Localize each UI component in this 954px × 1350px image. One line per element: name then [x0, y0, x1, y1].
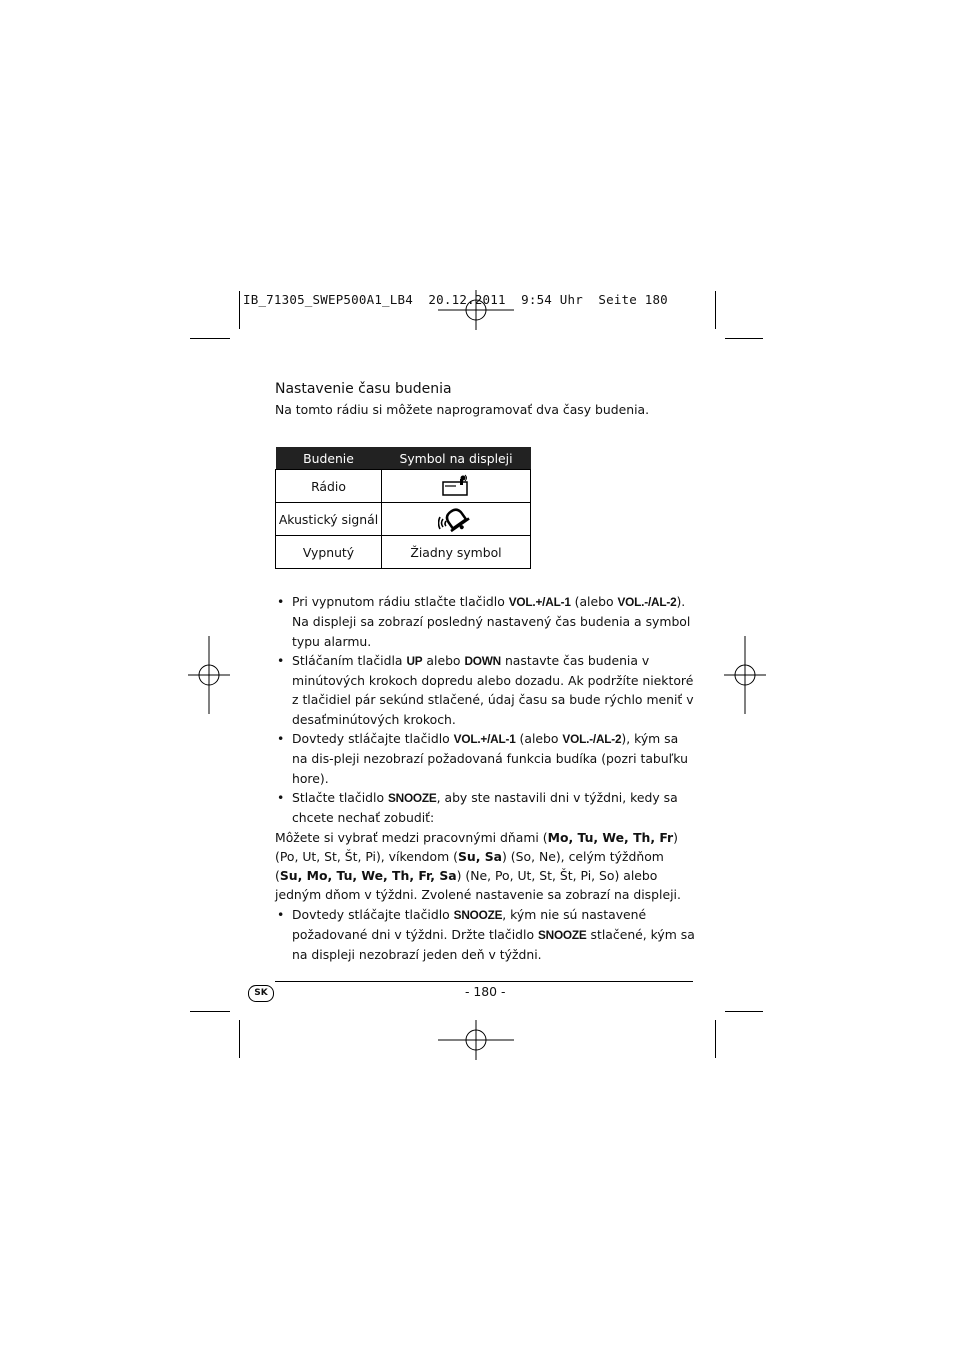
text: (alebo	[570, 594, 618, 609]
section-heading: Nastavenie času budenia	[275, 381, 452, 397]
paragraph	[275, 828, 695, 905]
crop-mark	[715, 291, 716, 329]
list-item	[275, 788, 695, 828]
footer-rule	[275, 981, 693, 982]
text: alebo	[422, 652, 465, 668]
day-abbrev: Su, Sa	[457, 848, 503, 864]
table-cell	[382, 470, 531, 503]
column-header: Budenie	[276, 447, 382, 470]
list-item	[275, 729, 695, 788]
crop-mark	[725, 338, 763, 339]
button-name: VOL.-/AL-2	[617, 595, 677, 609]
crop-mark	[715, 1020, 716, 1058]
text: (alebo	[515, 731, 563, 747]
registration-mark-bottom	[436, 1020, 516, 1060]
table-row	[276, 503, 531, 536]
crop-mark	[239, 291, 240, 329]
text: , aby ste nastavili dni v týždni, kedy sa chcete nechať zobudiť:	[292, 789, 678, 826]
button-name: UP	[406, 653, 423, 668]
crop-mark	[725, 1011, 763, 1012]
bullet: •	[277, 652, 285, 668]
registration-mark-right	[724, 636, 766, 714]
bullet: •	[277, 594, 285, 609]
button-name: VOL.+/AL-1	[453, 732, 516, 747]
text: Môžete si vybrať medzi pracovnými dňami (	[275, 829, 548, 845]
table-cell: Rádio	[276, 470, 382, 503]
column-header: Symbol na displeji	[382, 447, 531, 470]
bell-symbol-icon	[438, 505, 474, 533]
alarm-symbol-table	[275, 447, 531, 569]
day-abbrev: Su, Mo, Tu, We, Th, Fr, Sa	[279, 868, 457, 884]
text: Dovtedy stláčajte tlačidlo	[292, 731, 454, 747]
text: nastavte čas budenia v minútových krokoch dopredu alebo dozadu. Ak podržíte niektoré z tlačidiel pár sekúnd stlačené, údaj času sa bude rýchlo meniť v desaťminútových krokoch.	[292, 652, 694, 727]
text: Stlačte tlačidlo	[292, 789, 388, 805]
table-row	[276, 470, 531, 503]
bullet: •	[277, 731, 285, 747]
page-number: - 180 -	[465, 984, 506, 999]
button-name: SNOOZE	[387, 790, 437, 805]
button-name: VOL.-/AL-2	[562, 732, 622, 747]
table-cell	[382, 503, 531, 536]
text: ) (Po, Ut, St, Št, Pi), víkendom (	[275, 829, 678, 864]
text: , kým nie sú nastavené požadované dni v týždni. Držte tlačidlo	[292, 906, 647, 943]
text: Dovtedy stláčajte tlačidlo	[292, 906, 454, 922]
text: ) (Ne, Po, Ut, St, Št, Pi, So) alebo jedným dňom v týždni. Zvolené nastavenie sa zobrazí na displeji.	[275, 868, 681, 903]
text: ) (So, Ne), celým týždňom (	[275, 848, 664, 884]
language-badge: SK	[248, 985, 274, 1002]
crop-mark	[190, 1011, 230, 1012]
crop-mark	[190, 338, 230, 339]
registration-mark-left	[188, 636, 230, 714]
day-abbrev: Mo, Tu, We, Th, Fr	[547, 829, 674, 845]
button-name: VOL.+/AL-1	[508, 595, 571, 609]
text: stlačené, kým sa na displeji nezobrazí jeden deň v týždni.	[292, 927, 695, 963]
table-cell: Akustický signál	[276, 503, 382, 536]
list-item	[275, 905, 695, 965]
intro-text: Na tomto rádiu si môžete naprogramovať dva časy budenia.	[275, 402, 650, 417]
radio-symbol-icon	[441, 474, 471, 498]
button-name: DOWN	[464, 653, 502, 668]
crop-mark	[239, 1020, 240, 1058]
text: ), kým sa na dis-pleji nezobrazí požadovaná funkcia budíka (pozri tabuľku hore).	[292, 731, 688, 786]
table-cell: Vypnutý	[276, 536, 382, 569]
text: ). Na displeji sa zobrazí posledný nastavený čas budenia a symbol typu alarmu.	[292, 594, 691, 649]
bullet-list	[275, 592, 695, 828]
bullet: •	[277, 906, 285, 922]
table-cell: Žiadny symbol	[382, 536, 531, 569]
bullet: •	[277, 789, 285, 805]
button-name: SNOOZE	[453, 907, 503, 922]
table-header-row	[276, 447, 531, 470]
text: Pri vypnutom rádiu stlačte tlačidlo	[292, 594, 509, 609]
bullet-list	[275, 905, 695, 965]
instructions	[275, 592, 695, 965]
print-header: IB_71305_SWEP500A1_LB4 20.12.2011 9:54 Uhr Seite 180	[243, 292, 668, 307]
list-item	[275, 651, 695, 729]
table-row	[276, 536, 531, 569]
button-name: SNOOZE	[537, 928, 587, 943]
list-item	[275, 592, 695, 651]
text: Stláčaním tlačidla	[292, 652, 407, 668]
